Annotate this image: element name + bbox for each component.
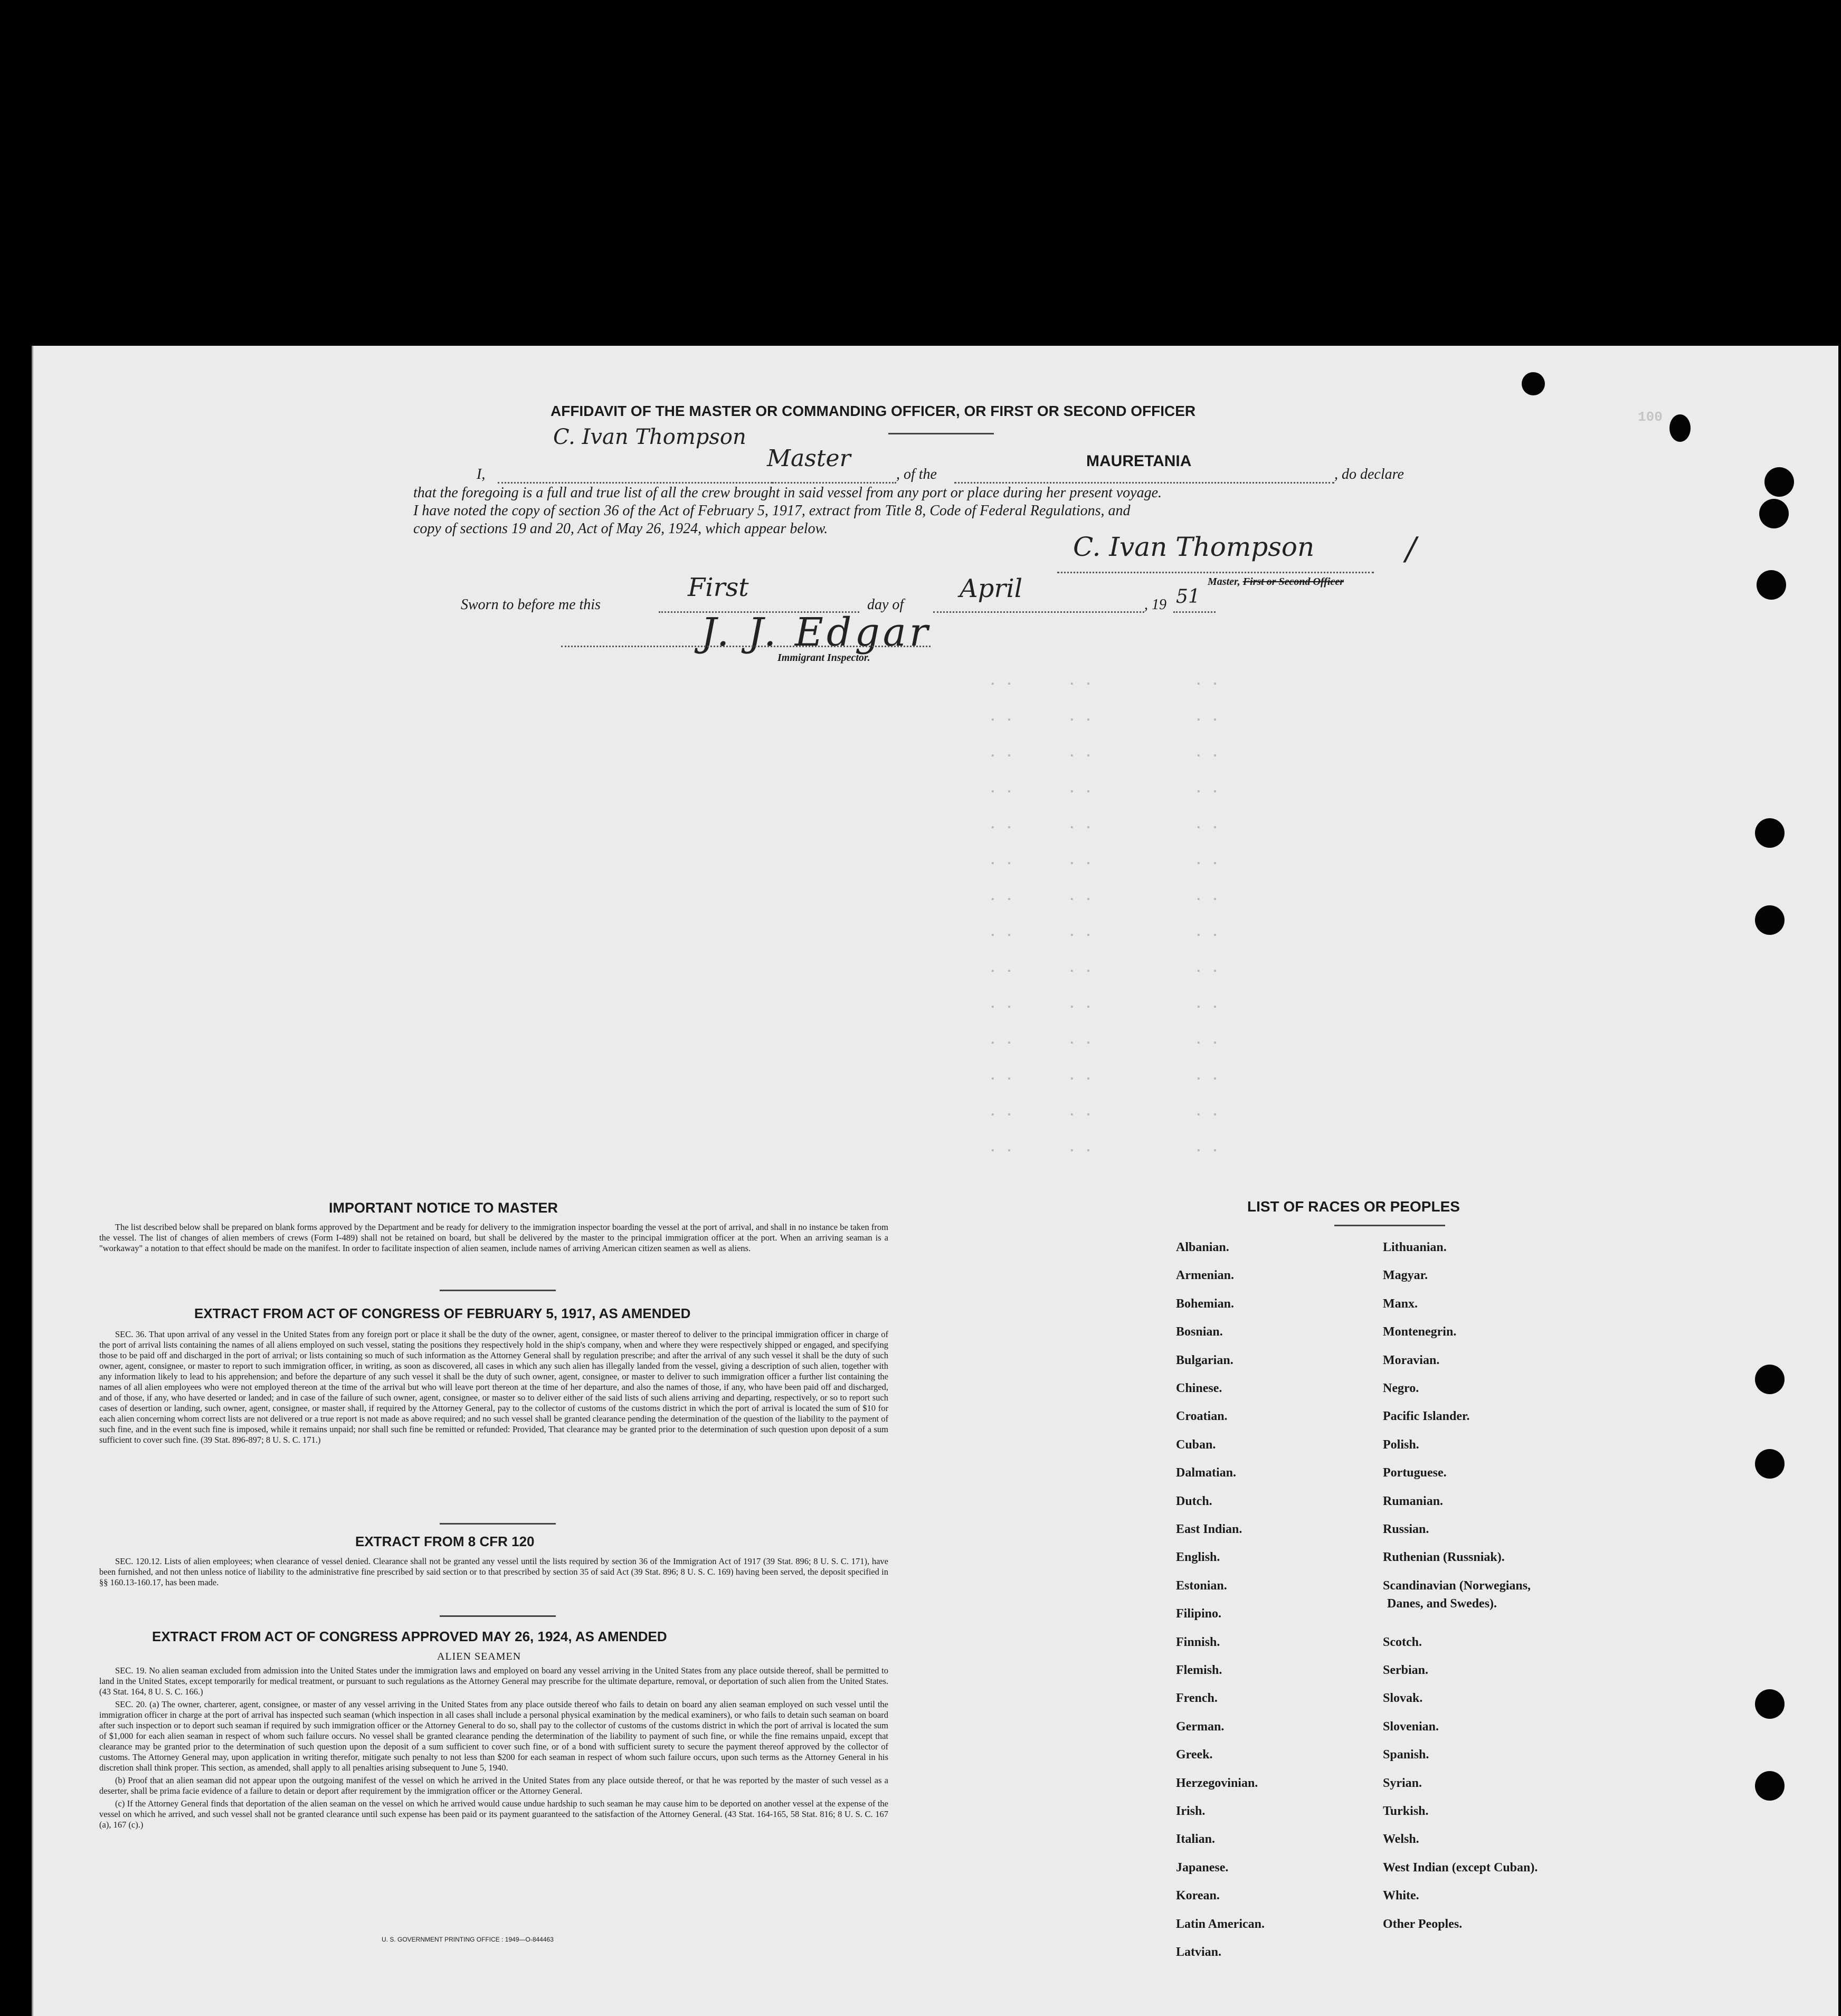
inspector-blank	[561, 646, 931, 647]
race-item: Spanish.	[1383, 1748, 1429, 1762]
race-item: Other Peoples.	[1383, 1917, 1463, 1931]
race-item: Syrian.	[1383, 1776, 1422, 1790]
race-item: Albanian.	[1176, 1241, 1229, 1254]
race-item: Magyar.	[1383, 1269, 1428, 1283]
rank-blank	[772, 482, 896, 484]
extract-1924-paragraph: SEC. 20. (a) The owner, charterer, agent, consignee, or master of any vessel arriving in the United States from any place outside thereof who fails to detain on board any alien seaman employed on such vessel until the immigration officer in charge at the port of arrival has inspected such seaman (which inspection in all cases shall include a personal physical examination by the medical examiners), or who fails to detain such seaman on board after such inspection or to deport such seaman if required by such immigration officer or the Attorney General to do so, shall pay to the collector of customs of the customs district in which the port of arrival is located the sum of $1,000 for each alien seaman in respect of whom such failure occurs. No vessel shall be granted clearance pending the determination of the liability to payment of such fine, or while the fine remains unpaid, except that clearance may be granted prior to the determination of such question upon the deposit of a sum sufficient to cover such fine, or of a bond with sufficient surety to secure the payment thereof approved by the collector of customs. The Attorney General may, upon application in writing therefor, mitigate such penalty to not less than $200 for each seaman in respect of whom such failure occurs, upon such terms as the Attorney General in his discretion shall think proper. This section, as amended, shall apply to all penalties arising subsequent to June 5, 1940.	[99, 1699, 888, 1773]
bleed-through-dots: . .	[1068, 1032, 1093, 1048]
race-item: East Indian.	[1176, 1522, 1242, 1536]
extract-1924-paragraph: SEC. 19. No alien seaman excluded from admission into the United States under the immigration laws and employed on board any vessel arriving in the United States from any place outside thereof, shall be permitted to land in the United States, except temporarily for medical treatment, or pursuant to such regulations as the Attorney General may prescribe for the ultimate departure, removal, or deportation of such alien from the United States. (43 Stat. 164, 8 U. S. C. 166.)	[99, 1665, 888, 1697]
race-item: German.	[1176, 1719, 1225, 1734]
race-item: Japanese.	[1176, 1860, 1229, 1875]
bleed-through-dots: . .	[989, 853, 1013, 868]
bleed-through-dots: . .	[1068, 1068, 1093, 1084]
bleed-through-dots: . .	[1194, 1068, 1219, 1084]
race-item: English.	[1176, 1550, 1220, 1565]
signature-caption-master: Master,	[1208, 576, 1240, 588]
declare-label: , do declare	[1334, 466, 1404, 482]
document-sheet	[32, 346, 1838, 2016]
race-item: Montenegrin.	[1383, 1325, 1457, 1339]
affiant-prefix: I,	[477, 466, 486, 482]
punch-hole	[1755, 1365, 1785, 1394]
inspector-caption: Immigrant Inspector.	[777, 652, 870, 664]
signature-caption-struck: First or Second Officer	[1242, 576, 1344, 588]
races-heading: LIST OF RACES OR PEOPLES	[1247, 1198, 1460, 1215]
bleed-through-dots: . .	[1194, 817, 1219, 832]
bleed-through-dots: . .	[1068, 745, 1093, 761]
race-item: Cuban.	[1176, 1437, 1216, 1452]
punch-hole	[1757, 570, 1786, 600]
race-item: Greek.	[1176, 1748, 1213, 1762]
bleed-through-dots: . .	[989, 781, 1013, 797]
bleed-through-dots: . .	[989, 996, 1013, 1012]
bleed-through-dots: . .	[989, 1068, 1013, 1084]
printing-office-imprint: U. S. GOVERNMENT PRINTING OFFICE : 1949—O-844463	[382, 1936, 554, 1943]
extract-cfr-text	[99, 1556, 888, 1590]
master-signature: C. Ivan Thompson	[1073, 532, 1315, 562]
race-item: Dalmatian.	[1176, 1466, 1236, 1480]
extract-1917-paragraph: SEC. 36. That upon arrival of any vessel in the United States from any foreign port or place it shall be the duty of the owner, agent, consignee, or master thereof to deliver to the principal immigration officer in charge of the port of arrival lists containing the names of all aliens employed on such vessel, stating the positions they respectively hold in the ship's company, when and where they were respectively shipped or engaged, and specifying those to be paid off and discharged in the port of arrival; or lists containing so much of such information as the Attorney General shall by regulation prescribe; and after the arrival of any such vessel it shall be the duty of such owner, agent, consignee, or master to report to such immigration officer, in writing, as soon as discovered, all cases in which any such alien has illegally landed from the vessel, giving a description of such alien, together with any information likely to lead to his apprehension; and before the departure of any such vessel it shall be the duty of such owner, agent, consignee, or master to deliver to such immigration officer a further list containing the names of all alien employees who were not employed thereon at the time of the arrival but who will leave port thereon at the time of her departure, and also the names of those, if any, who have been paid off and discharged, and of those, if any, who have deserted or landed; and in case of the failure of such owner, agent, consignee, or master so to deliver either of the said lists of such aliens arriving and departing, respectively, or so to report such cases of desertion or landing, such owner, agent, consignee, or master shall, if required by the Attorney General, pay to the collector of customs of the customs district in which the port of arrival is located the sum of $10 for each alien concerning whom correct lists are not delivered or a true report is not made as above required; and no such vessel shall be granted clearance pending the determination of the question of the liability to the payment of such fine, and in the event such fine is imposed, while it remains unpaid; nor shall such fine be remitted or refunded: Provided, That clearance may be granted prior to the determination of such question upon deposit of a sum sufficient to cover such fine. (39 Stat. 896-897; 8 U. S. C. 171.)	[99, 1329, 888, 1445]
affidavit-heading: AFFIDAVIT OF THE MASTER OR COMMANDING OFFICER, OR FIRST OR SECOND OFFICER	[551, 403, 1196, 419]
bleed-through-dots: . .	[1068, 1140, 1093, 1156]
bleed-through-dots: . .	[989, 673, 1013, 689]
bleed-through-dots: . .	[989, 924, 1013, 940]
year-prefix: , 19	[1144, 597, 1166, 613]
race-item: Turkish.	[1383, 1804, 1429, 1818]
race-item: Russian.	[1383, 1522, 1429, 1536]
race-item: Portuguese.	[1383, 1466, 1447, 1480]
bleed-through-dots: . .	[989, 1140, 1013, 1156]
race-item: Lithuanian.	[1383, 1241, 1447, 1254]
race-item: Bulgarian.	[1176, 1353, 1233, 1367]
extract-1917-text	[99, 1329, 888, 1447]
race-item: Irish.	[1176, 1804, 1206, 1818]
affidavit-line-2: I have noted the copy of section 36 of the Act of February 5, 1917, extract from Title 8, Code of Federal Regulations, and	[413, 503, 1131, 519]
bleed-through-number: 100	[1638, 409, 1663, 425]
divider	[440, 1615, 556, 1617]
bleed-through-dots: . .	[1068, 709, 1093, 725]
extract-1924-paragraph: (c) If the Attorney General finds that deportation of the alien seaman on the vessel on which he arrived would cause undue hardship to such seaman he may cause him to be deported on another vessel at the expense of the vessel on which he arrived, and such vessel shall not be granted clearance until such expense has been paid or its payment guaranteed to the satisfaction of the Attorney General. (43 Stat. 164-165, 58 Stat. 816; 8 U. S. C. 167 (a), 167 (c).)	[99, 1799, 888, 1830]
race-item: Ruthenian (Russniak).	[1383, 1550, 1505, 1565]
notice-paragraph: The list described below shall be prepared on blank forms approved by the Department and be ready for delivery to the immigration inspector boarding the vessel at the port of arrival, and shall in no instance be taken from the vessel. The list of changes of alien members of crews (Form I-489) shall not be retained on board, but shall be delivered by the master to the principal immigration officer at the port. When an arriving seaman is a "workaway" a notation to that effect should be made on the manifest. In order to facilitate inspection of alien seamen, include names of arriving American citizen seamen as well as aliens.	[99, 1222, 888, 1253]
race-item: Welsh.	[1383, 1832, 1419, 1847]
bleed-through-dots: . .	[1194, 1140, 1219, 1156]
race-item: Rumanian.	[1383, 1494, 1444, 1508]
race-item: Korean.	[1176, 1889, 1220, 1903]
punch-hole	[1669, 414, 1691, 442]
bleed-through-dots: . .	[989, 745, 1013, 761]
race-item: Dutch.	[1176, 1494, 1212, 1508]
extract-cfr-paragraph: SEC. 120.12. Lists of alien employees; when clearance of vessel denied. Clearance shall not be granted any vessel until the lists required by section 36 of the Immigration Act of 1917 (39 Stat. 896; 8 U. S. C. 171), have been furnished, and not then unless notice of liability to the administrative fine prescribed by said section or to that prescribed by section 35 of said Act (39 Stat. 896; 8 U. S. C. 169) having been served, the deposit specified in §§ 160.13-160.17, has been made.	[99, 1556, 888, 1587]
race-item: Danes, and Swedes).	[1387, 1597, 1497, 1611]
punch-hole	[1755, 905, 1785, 935]
race-item: Pacific Islander.	[1383, 1409, 1470, 1424]
signature-caption	[1208, 576, 1344, 588]
race-item: Chinese.	[1176, 1381, 1222, 1395]
affidavit-line-3: copy of sections 19 and 20, Act of May 26, 1924, which appear below.	[413, 520, 828, 537]
race-item: Croatian.	[1176, 1409, 1228, 1424]
race-item: Slovenian.	[1383, 1719, 1439, 1734]
race-item: Latin American.	[1176, 1917, 1265, 1931]
race-item: Herzegovinian.	[1176, 1776, 1258, 1790]
bleed-through-dots: . .	[1068, 996, 1093, 1012]
bleed-through-dots: . .	[1194, 960, 1219, 976]
race-item: Moravian.	[1383, 1353, 1440, 1367]
divider	[440, 1290, 556, 1291]
sworn-label: Sworn to before me this	[461, 597, 601, 613]
bleed-through-dots: . .	[1194, 709, 1219, 725]
punch-hole	[1755, 1771, 1785, 1801]
bleed-through-dots: . .	[1194, 924, 1219, 940]
race-item: Polish.	[1383, 1437, 1419, 1452]
bleed-through-dots: . .	[1068, 853, 1093, 868]
bleed-through-dots: . .	[989, 1032, 1013, 1048]
affidavit-line-1: that the foregoing is a full and true list of all the crew brought in said vessel from any port or place during her present voyage.	[413, 485, 1162, 501]
punch-hole	[1522, 372, 1545, 395]
bleed-through-dots: . .	[1068, 924, 1093, 940]
vessel-blank	[954, 482, 1334, 484]
bleed-through-dots: . .	[1068, 960, 1093, 976]
extract-1924-subheading: ALIEN SEAMEN	[437, 1651, 521, 1662]
bleed-through-dots: . .	[989, 960, 1013, 976]
bleed-through-dots: . .	[1194, 673, 1219, 689]
race-item: White.	[1383, 1889, 1419, 1903]
race-item: Bosnian.	[1176, 1325, 1223, 1339]
year-handwritten: 51	[1176, 586, 1200, 608]
punch-hole	[1755, 818, 1785, 848]
sworn-month-handwritten: April	[960, 574, 1023, 603]
race-item: Filipino.	[1176, 1607, 1222, 1621]
bleed-through-dots: . .	[1194, 745, 1219, 761]
bleed-through-dots: . .	[1194, 781, 1219, 797]
extract-1917-heading: EXTRACT FROM ACT OF CONGRESS OF FEBRUARY 5, 1917, AS AMENDED	[194, 1305, 691, 1321]
race-item: Armenian.	[1176, 1269, 1234, 1283]
race-item: Scandinavian (Norwegians,	[1383, 1578, 1531, 1593]
name-blank	[498, 482, 772, 484]
extract-1924-heading: EXTRACT FROM ACT OF CONGRESS APPROVED MAY 26, 1924, AS AMENDED	[152, 1629, 667, 1644]
race-item: West Indian (except Cuban).	[1383, 1860, 1538, 1875]
notice-heading: IMPORTANT NOTICE TO MASTER	[329, 1200, 558, 1216]
bleed-through-dots: . .	[989, 1104, 1013, 1120]
extract-1924-text	[99, 1665, 888, 1832]
notice-text	[99, 1222, 888, 1256]
bleed-through-dots: . .	[1068, 673, 1093, 689]
extract-1924-paragraph: (b) Proof that an alien seaman did not appear upon the outgoing manifest of the vessel on which he arrived in the United States from any place outside thereof, or that he was reported by the master of such vessel as a deserter, shall be prima facie evidence of a failure to detain or deport after requirement by the immigration officer or the Attorney General.	[99, 1775, 888, 1796]
bleed-through-dots: . .	[989, 888, 1013, 904]
divider	[440, 1523, 556, 1525]
punch-hole	[1755, 1449, 1785, 1479]
of-the-label: , of the	[896, 466, 937, 482]
race-item: Finnish.	[1176, 1635, 1220, 1649]
sworn-day-handwritten: First	[688, 573, 749, 602]
extract-cfr-heading: EXTRACT FROM 8 CFR 120	[355, 1534, 535, 1549]
month-blank	[933, 611, 1144, 613]
bleed-through-dots: . .	[989, 709, 1013, 725]
race-item: Flemish.	[1176, 1663, 1222, 1677]
inspector-signature: J. J. Edgar	[701, 610, 932, 655]
race-item: Manx.	[1383, 1296, 1418, 1311]
punch-hole	[1759, 499, 1789, 528]
race-item: Scotch.	[1383, 1635, 1422, 1649]
race-item: Italian.	[1176, 1832, 1216, 1847]
bleed-through-dots: . .	[1194, 1104, 1219, 1120]
bleed-through-dots: . .	[1194, 1032, 1219, 1048]
divider	[888, 433, 994, 434]
race-item: Estonian.	[1176, 1578, 1227, 1593]
signature-tick: /	[1406, 531, 1417, 567]
race-item: French.	[1176, 1691, 1218, 1706]
punch-hole	[1755, 1689, 1785, 1719]
punch-hole	[1764, 467, 1794, 497]
bleed-through-dots: . .	[1068, 888, 1093, 904]
affiant-name-handwritten: C. Ivan Thompson	[553, 425, 746, 449]
affiant-rank-handwritten: Master	[767, 445, 851, 472]
divider	[1334, 1225, 1445, 1226]
signature-blank	[1057, 572, 1374, 573]
bleed-through-dots: . .	[1068, 781, 1093, 797]
bleed-through-dots: . .	[1068, 1104, 1093, 1120]
bleed-through-dots: . .	[1194, 888, 1219, 904]
day-of-label: day of	[867, 597, 904, 613]
bleed-through-dots: . .	[1194, 853, 1219, 868]
race-item: Bohemian.	[1176, 1296, 1235, 1311]
bleed-through-dots: . .	[989, 817, 1013, 832]
race-item: Latvian.	[1176, 1945, 1222, 1959]
race-item: Negro.	[1383, 1381, 1419, 1395]
bleed-through-dots: . .	[1068, 817, 1093, 832]
vessel-name: MAURETANIA	[1086, 452, 1192, 470]
race-item: Serbian.	[1383, 1663, 1429, 1677]
bleed-through-dots: . .	[1194, 996, 1219, 1012]
year-blank	[1173, 611, 1216, 613]
race-item: Slovak.	[1383, 1691, 1423, 1706]
